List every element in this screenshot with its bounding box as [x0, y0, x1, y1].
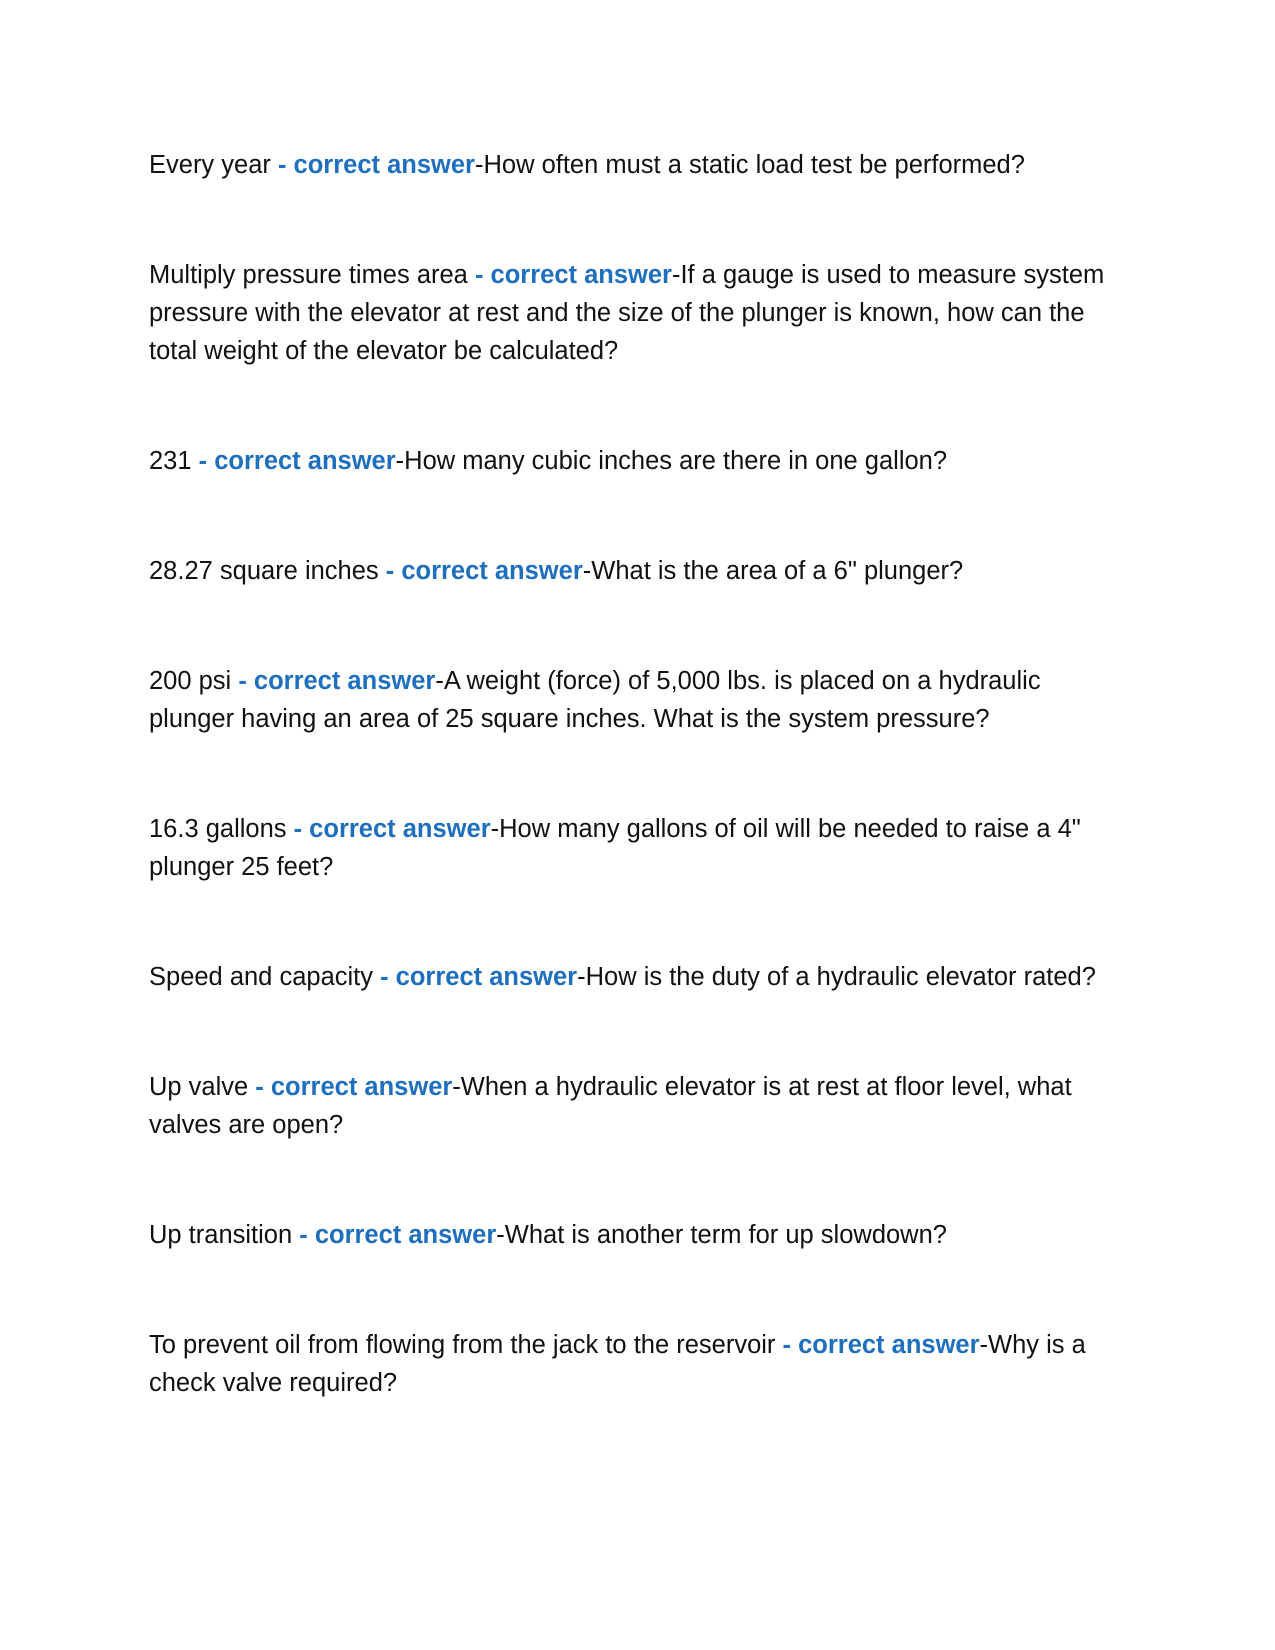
- correct-answer-marker: - correct answer: [782, 1331, 980, 1359]
- correct-answer-marker: - correct answer: [380, 963, 578, 991]
- question-text: -How often must a static load test be performed?: [474, 151, 1025, 179]
- correct-answer-marker: - correct answer: [474, 261, 672, 289]
- qa-entry: [149, 442, 1124, 480]
- qa-entry: [149, 958, 1124, 996]
- answer-text: Up valve: [149, 1073, 256, 1101]
- answer-text: To prevent oil from flowing from the jack to the reservoir: [149, 1331, 783, 1359]
- question-text: -What is the area of a 6" plunger?: [582, 557, 964, 585]
- qa-entry: [149, 1216, 1124, 1254]
- qa-entry: [149, 146, 1124, 184]
- question-text: -Why is a check valve required?: [149, 1331, 1086, 1397]
- answer-text: Every year: [149, 151, 278, 179]
- question-text: -How is the duty of a hydraulic elevator rated?: [577, 963, 1096, 991]
- question-text: -When a hydraulic elevator is at rest at floor level, what valves are open?: [149, 1073, 1072, 1139]
- question-text: -How many cubic inches are there in one gallon?: [395, 447, 948, 475]
- question-text: -What is another term for up slowdown?: [496, 1221, 947, 1249]
- answer-text: Speed and capacity: [149, 963, 381, 991]
- correct-answer-marker: - correct answer: [299, 1221, 497, 1249]
- correct-answer-marker: - correct answer: [277, 151, 475, 179]
- qa-entry: [149, 552, 1124, 590]
- correct-answer-marker: - correct answer: [385, 557, 583, 585]
- answer-text: Multiply pressure times area: [149, 261, 475, 289]
- correct-answer-marker: - correct answer: [293, 815, 491, 843]
- qa-entry: [149, 1068, 1124, 1144]
- question-text: -How many gallons of oil will be needed to raise a 4" plunger 25 feet?: [149, 815, 1081, 881]
- answer-text: 231: [149, 447, 199, 475]
- correct-answer-marker: - correct answer: [238, 667, 436, 695]
- qa-entry: [149, 1326, 1124, 1402]
- qa-list: [149, 146, 1124, 1402]
- correct-answer-marker: - correct answer: [255, 1073, 453, 1101]
- question-text: -If a gauge is used to measure system pressure with the elevator at rest and the size of the plunger is known, how can the total weight of the elevator be calculated?: [149, 261, 1105, 365]
- answer-text: Up transition: [149, 1221, 300, 1249]
- answer-text: 16.3 gallons: [149, 815, 294, 843]
- qa-entry: [149, 810, 1124, 886]
- answer-text: 28.27 square inches: [149, 557, 386, 585]
- qa-entry: [149, 256, 1124, 370]
- qa-entry: [149, 662, 1124, 738]
- question-text: -A weight (force) of 5,000 lbs. is placed on a hydraulic plunger having an area of 25 square inches. What is the system pressure?: [149, 667, 1041, 733]
- answer-text: 200 psi: [149, 667, 239, 695]
- correct-answer-marker: - correct answer: [198, 447, 396, 475]
